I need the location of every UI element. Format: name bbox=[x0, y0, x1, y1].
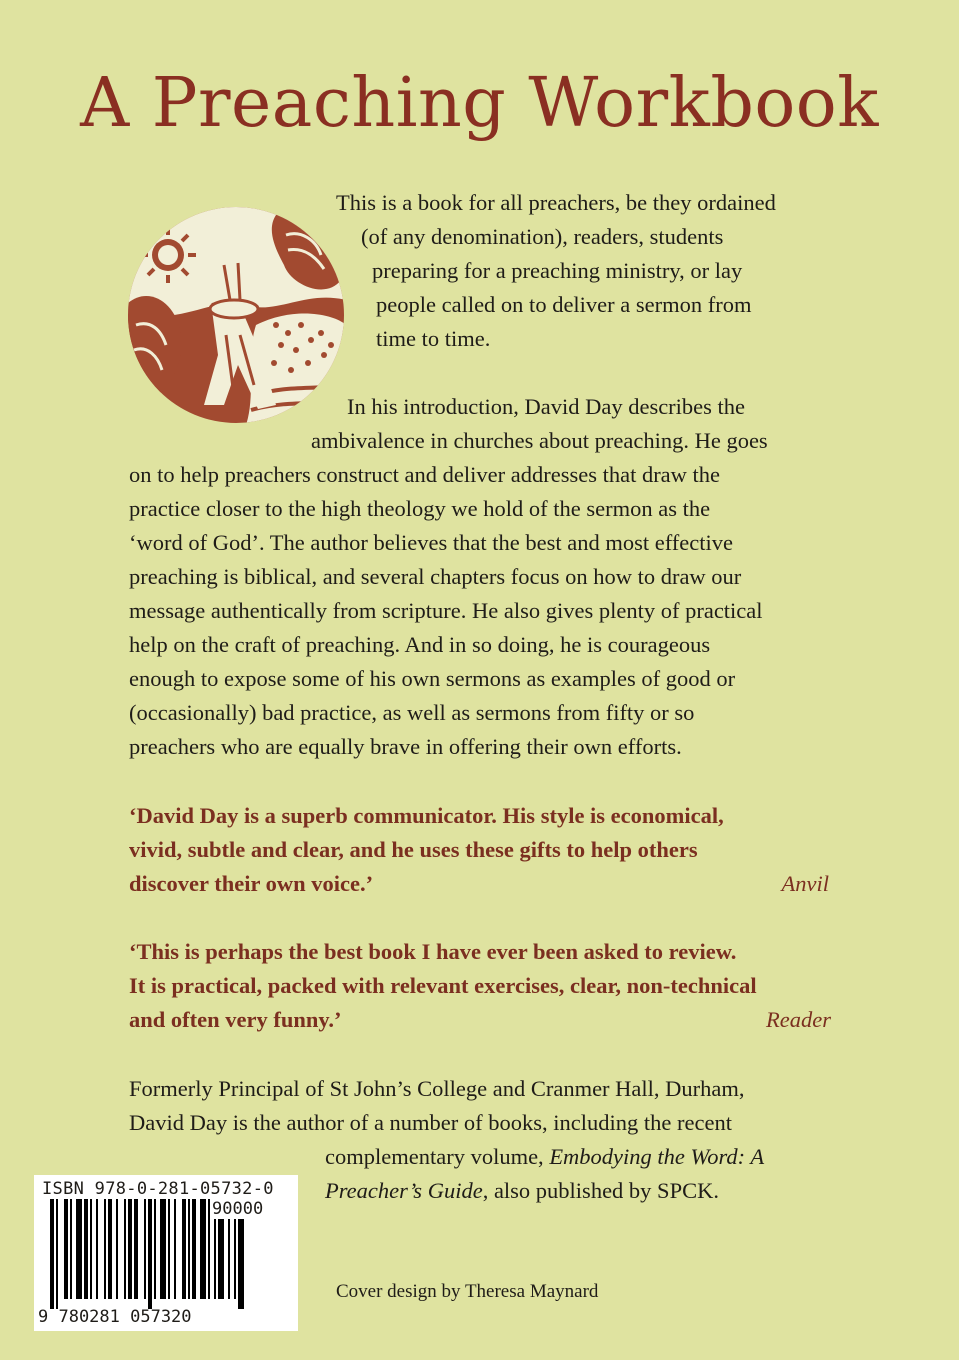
barcode-bar bbox=[116, 1199, 118, 1299]
intro-line: time to time. bbox=[376, 326, 491, 351]
barcode-bar bbox=[154, 1199, 156, 1299]
barcode-bar bbox=[50, 1199, 54, 1309]
barcode-bar bbox=[168, 1199, 170, 1299]
barcode-bar bbox=[90, 1199, 92, 1299]
book-title: A Preaching Workbook bbox=[80, 64, 879, 143]
barcode-bar bbox=[128, 1199, 132, 1299]
barcode-bar bbox=[104, 1199, 106, 1299]
review-quote-line: discover their own voice.’ bbox=[129, 871, 374, 896]
barcode-bar bbox=[148, 1199, 152, 1309]
body-line: (occasionally) bad practice, as well as sermons from fifty or so bbox=[129, 700, 695, 725]
author-bio-text: complementary volume, bbox=[325, 1144, 550, 1169]
barcode-bar bbox=[56, 1199, 58, 1309]
barcode-bar bbox=[182, 1199, 186, 1299]
review-quote-line: ‘This is perhaps the best book I have ever been asked to review. bbox=[129, 939, 737, 964]
barcode-bar bbox=[160, 1199, 166, 1299]
body-line: help on the craft of preaching. And in so doing, he is courageous bbox=[129, 632, 711, 657]
barcode-bar bbox=[188, 1199, 190, 1299]
body-line: In his introduction, David Day describes the bbox=[347, 394, 746, 419]
body-line: preachers who are equally brave in offering their own efforts. bbox=[129, 734, 682, 759]
author-bio-line: Formerly Principal of St John’s College and Cranmer Hall, Durham, bbox=[129, 1076, 745, 1101]
barcode-bar bbox=[200, 1199, 206, 1299]
review-quote-line: ‘David Day is a superb communicator. His style is economical, bbox=[129, 803, 724, 828]
review-quote-line: and often very funny.’ bbox=[129, 1007, 342, 1032]
barcode-bar bbox=[70, 1199, 72, 1299]
barcode-bar bbox=[64, 1199, 68, 1299]
barcode-bar bbox=[108, 1199, 112, 1299]
body-line: ambivalence in churches about preaching. He goes bbox=[311, 428, 768, 453]
body-line: preaching is biblical, and several chapters focus on how to draw our bbox=[129, 564, 742, 589]
review-source: Anvil bbox=[781, 871, 829, 896]
cover-design-credit: Cover design by Theresa Maynard bbox=[336, 1281, 599, 1302]
review-quote-line: vivid, subtle and clear, and he uses these gifts to help others bbox=[129, 837, 698, 862]
book-reference-title: Embodying the Word: A bbox=[549, 1144, 765, 1169]
review-quote-line: It is practical, packed with relevant exercises, clear, non-technical bbox=[129, 973, 757, 998]
barcode-bar bbox=[144, 1199, 146, 1299]
barcode-bar bbox=[96, 1199, 98, 1299]
barcode-bar bbox=[84, 1199, 88, 1299]
body-line: practice closer to the high theology we hold of the sermon as the bbox=[129, 496, 711, 521]
barcode-bar bbox=[76, 1199, 82, 1299]
barcode-number: 9 780281 057320 bbox=[38, 1307, 192, 1327]
body-line: on to help preachers construct and deliver addresses that draw the bbox=[129, 462, 721, 487]
isbn-label: ISBN 978-0-281-05732-0 bbox=[42, 1179, 274, 1199]
author-bio-text: , also published by SPCK. bbox=[482, 1178, 719, 1203]
price-code: 90000 bbox=[212, 1199, 264, 1219]
author-bio-line: David Day is the author of a number of books, including the recent bbox=[129, 1110, 732, 1135]
review-source: Reader bbox=[766, 1007, 831, 1032]
body-line: enough to expose some of his own sermons as examples of good or bbox=[129, 666, 736, 691]
barcode-bar bbox=[174, 1199, 176, 1299]
isbn-barcode bbox=[34, 1175, 298, 1331]
book-reference-title: Preacher’s Guide bbox=[325, 1178, 483, 1203]
body-line: ‘word of God’. The author believes that the best and most effective bbox=[129, 530, 733, 555]
barcode-bar bbox=[124, 1199, 126, 1299]
sower-emblem-icon bbox=[126, 205, 346, 425]
intro-line: This is a book for all preachers, be they ordained bbox=[336, 190, 776, 215]
barcode-bar bbox=[134, 1199, 138, 1299]
author-bio-line bbox=[325, 1140, 764, 1174]
body-line: message authentically from scripture. He also gives plenty of practical bbox=[129, 598, 763, 623]
intro-line: people called on to deliver a sermon from bbox=[376, 292, 752, 317]
barcode-bar bbox=[192, 1199, 196, 1299]
author-bio-line bbox=[325, 1174, 719, 1208]
intro-line: preparing for a preaching ministry, or lay bbox=[372, 258, 743, 283]
intro-line: (of any denomination), readers, students bbox=[361, 224, 724, 249]
